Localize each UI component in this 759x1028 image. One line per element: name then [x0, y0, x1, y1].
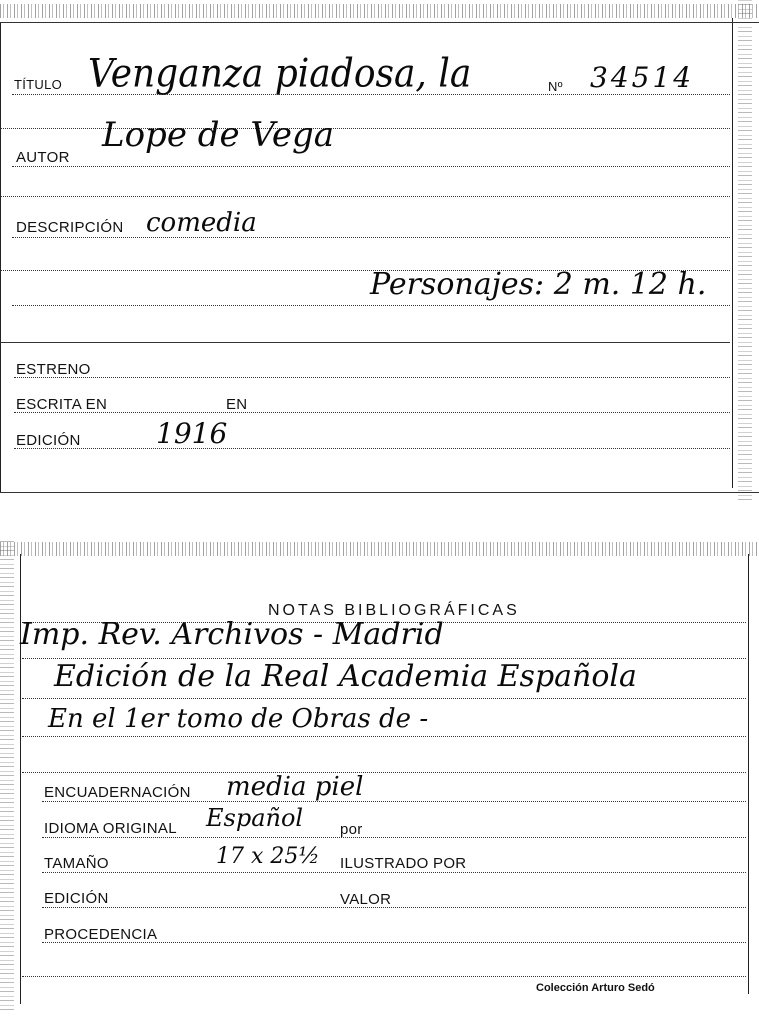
encuadernacion-value: media piel [226, 772, 364, 802]
idioma-value: Español [206, 804, 304, 832]
titulo-label: TÍTULO [14, 77, 63, 92]
autor-value: Lope de Vega [102, 115, 335, 155]
notes-line-2: Edición de la Real Academia Española [54, 659, 637, 694]
en-label: EN [226, 396, 248, 413]
tamano-line [42, 872, 746, 873]
card-frame-left [0, 22, 1, 492]
card-frame-right [748, 554, 749, 994]
estreno-line [14, 377, 730, 378]
procedencia-line [42, 942, 746, 943]
ruled-line [22, 772, 746, 773]
card-top-border [0, 22, 759, 23]
ruled-line [22, 698, 746, 699]
ruled-line [0, 196, 730, 197]
titulo-line [12, 94, 730, 95]
scan-noise-right [738, 0, 752, 500]
edicion-value: 1916 [156, 417, 228, 450]
descripcion-line [12, 237, 730, 238]
notas-heading: NOTAS BIBLIOGRÁFICAS [268, 602, 520, 619]
titulo-value: Venganza piadosa, la [88, 51, 472, 97]
procedencia-label: PROCEDENCIA [44, 926, 158, 943]
escrita-en-label: ESCRITA EN [16, 396, 108, 413]
notes-line-1: Imp. Rev. Archivos - Madrid [20, 617, 444, 652]
scan-noise-top [0, 4, 759, 18]
numero-value: 34514 [590, 61, 695, 94]
ilustrado-por-label: ILUSTRADO POR [340, 855, 467, 872]
descripcion-value: comedia [146, 208, 257, 238]
scan-noise-left [0, 540, 14, 1010]
idioma-line [42, 837, 746, 838]
edicion-line [14, 448, 730, 449]
catalog-card-back [0, 540, 759, 1010]
notes-line-3: En el 1er tomo de Obras de - [48, 704, 429, 734]
autor-label: AUTOR [16, 149, 70, 166]
collection-footer: Colección Arturo Sedó [536, 982, 655, 994]
encuadernacion-label: ENCUADERNACIÓN [44, 784, 191, 801]
edicion-back-label: EDICIÓN [44, 890, 109, 907]
valor-label: VALOR [340, 891, 392, 908]
catalog-card-front [0, 0, 759, 500]
autor-line [12, 166, 730, 167]
numero-label: Nº [548, 79, 563, 94]
scan-noise-top [0, 542, 759, 556]
ruled-line [22, 976, 746, 977]
edicion-back-line [42, 907, 746, 908]
por-label: por [340, 821, 363, 838]
personajes-note: Personajes: 2 m. 12 h. [370, 267, 707, 302]
edicion-label: EDICIÓN [16, 432, 81, 449]
tamano-label: TAMAÑO [44, 855, 109, 872]
estreno-label: ESTRENO [16, 361, 91, 378]
section-divider [0, 342, 730, 343]
personajes-line [12, 305, 730, 306]
tamano-value: 17 x 25½ [216, 844, 320, 869]
escrita-en-line [14, 412, 730, 413]
idioma-label: IDIOMA ORIGINAL [44, 820, 177, 837]
encuadernacion-line [42, 801, 746, 802]
card-bottom-border [0, 492, 759, 493]
descripcion-label: DESCRIPCIÓN [16, 219, 124, 236]
ruled-line [22, 736, 746, 737]
card-frame-right [732, 18, 733, 488]
